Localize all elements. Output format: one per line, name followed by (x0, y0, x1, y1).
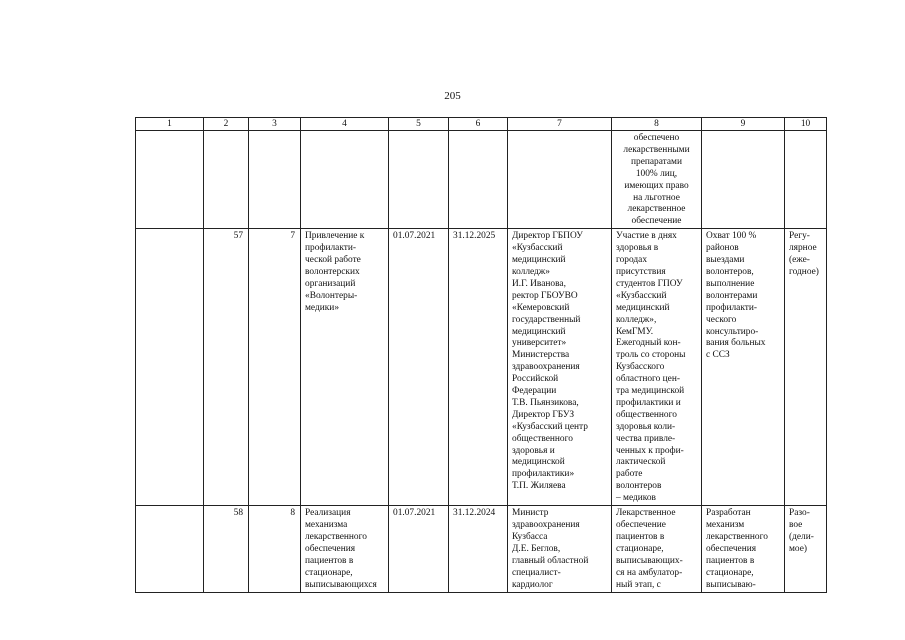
cell-responsible: Директор ГБПОУ «Кузбасский медицинский колледж» И.Г. Иванова, ректор ГБОУВО «Кемеровский государственный медицинский университет» Министерства здравоохранения Российской Федерации Т.В. Пьянзикова, Директор ГБУЗ «Кузбасский центр общественного здоровья и медицинской профилактики» Т.П. Жиляева (508, 229, 612, 506)
plan-table (135, 117, 827, 593)
cell-col1 (136, 229, 204, 506)
cell-col1 (136, 131, 204, 229)
column-number: 1 (136, 118, 204, 131)
column-number: 7 (508, 118, 612, 131)
cell-end-date (449, 131, 508, 229)
page-number: 205 (444, 90, 461, 102)
column-number: 3 (249, 118, 301, 131)
cell-row-number: 58 (204, 506, 249, 593)
cell-row-number: 57 (204, 229, 249, 506)
column-number: 9 (702, 118, 785, 131)
cell-item-number: 8 (249, 506, 301, 593)
cell-indicator: Разработан механизм лекарственного обеспечения пациентов в стационаре, выписываю- (702, 506, 785, 593)
cell-frequency: Регу- лярное (еже- годное) (785, 229, 827, 506)
cell-responsible: Министр здравоохранения Кузбасса Д.Е. Беглов, главный областной специалист- кардиолог (508, 506, 612, 593)
column-number: 4 (301, 118, 389, 131)
column-number: 2 (204, 118, 249, 131)
column-number: 6 (449, 118, 508, 131)
cell-activity (301, 131, 389, 229)
table-row (136, 506, 827, 593)
cell-result: Лекарственное обеспечение пациентов в стационаре, выписывающих- ся на амбулатор- ный этап, с (612, 506, 702, 593)
cell-col1 (136, 506, 204, 593)
cell-result: Участие в днях здоровья в городах присутствия студентов ГПОУ «Кузбасский медицинский колледж», КемГМУ. Ежегодный кон- троль со стороны Кузбасского областного цен- тра медицинской профилактики и общественного здоровья коли- чества привле- ченных к профи- лактической работе волонтеров – медиков (612, 229, 702, 506)
cell-end-date: 31.12.2024 (449, 506, 508, 593)
table-row (136, 229, 827, 506)
cell-row-number (204, 131, 249, 229)
cell-item-number (249, 131, 301, 229)
cell-frequency (785, 131, 827, 229)
cell-indicator: Охват 100 % районов выездами волонтеров, выполнение волонтерами профилакти- ческого консультиро- вания больных с ССЗ (702, 229, 785, 506)
cell-indicator (702, 131, 785, 229)
cell-frequency: Разо- вое (дели- мое) (785, 506, 827, 593)
cell-activity: Привлечение к профилакти- ческой работе волонтерских организаций «Волонтеры- медики» (301, 229, 389, 506)
table-row (136, 131, 827, 229)
cell-start-date: 01.07.2021 (389, 229, 449, 506)
cell-result: обеспечено лекарственными препаратами 100% лиц, имеющих право на льготное лекарственное обеспечение (612, 131, 702, 229)
cell-item-number: 7 (249, 229, 301, 506)
cell-start-date (389, 131, 449, 229)
cell-end-date: 31.12.2025 (449, 229, 508, 506)
cell-responsible (508, 131, 612, 229)
column-number: 5 (389, 118, 449, 131)
cell-activity: Реализация механизма лекарственного обеспечения пациентов в стационаре, выписывающихся (301, 506, 389, 593)
column-number: 8 (612, 118, 702, 131)
cell-start-date: 01.07.2021 (389, 506, 449, 593)
column-number-row (136, 118, 827, 131)
column-number: 10 (785, 118, 827, 131)
